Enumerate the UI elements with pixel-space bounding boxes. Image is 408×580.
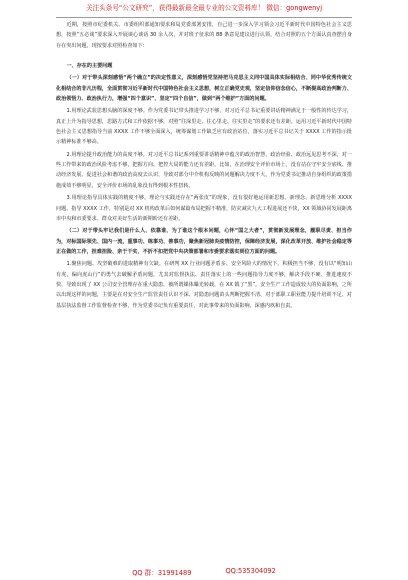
subsection-heading-2: （二）对于带头牢记我们是什么人、依靠谁、为了谁这个根本问题，心怀“国之大者”，贯彻新发展理念，履职尽责、担当作为，对标国际领先、国内一流，重事功、练事功、善事功，聚焦新冠肺炎疫情防控，保障经济发展，深化改革开放、维护社会稳定等正在做的工作，担难担险、亲于干实，不折不扣把党中央决策部署和市委要求落实到位方面的问题。 — [56, 228, 352, 255]
promo-banner: 关注头条号“公文研究”，获得最新最全最专业的公文资料库！ 微信：gongwenyj — [85, 4, 323, 12]
subsection-heading-1: （一）对于带头深刻感悟“两个确立”的决定性意义，深刻感悟党坚持把马克思主义同中国具体实际相结合、同中华优秀传统文化相结合的非凡历程，全面贯彻习近平新时代中国特色社会主义思想，树立正确党史观，坚定信仰信念信心，不断提高政治判断力、政治领悟力、政治执行力，增强“四个意识”、坚定“四个自信”，做到“两个维护”方面的问题。 — [56, 75, 352, 103]
paragraph-1: 1.用理论武装思想头脑的深度不够。作为党委书记带头推进学习不够，对习近平总书记重要讲话精神满足于一般性的传达学习，真正上升为指导思想，思路方式和工作依据不够，对照“往深里走、往心里走、往实里走”的要求还有差距。运用习近平新时代中国特色社会主义思想指导当前 XXXX 工作不够全面深入，统筹谋划工作缺乏应有政治站位，落实习近平总书记关于 XXXX 工作的指示批示精神标准不够高。 — [56, 108, 352, 146]
document-body — [56, 20, 352, 311]
intro-paragraph: 近期，按照市纪委机关、市委组织部通知要求和局党委部署安排，自己进一步深入学习领会习近平新时代中国特色社会主义思想，按照“五必谈”要求深入开展谈心谈话 30 余人次，并对班子征求的 88 条意见建议进行认领，结合对照的五个方面认真查摆自身存在突出问题，现按要求对照检查如下： — [56, 22, 352, 49]
header-divider — [56, 17, 352, 18]
qq-number-text: QQ:535304092 — [225, 567, 276, 575]
paragraph-4: 1.聚焦问题、攻坚破难的进取精神有欠缺。在研判 XX 行业问题矛盾多、安全风险大的情况下，积极担当不够，没有以“明知山有虎，偏向虎山行”的勇气去破解矛盾问题，尤其对监督执法、责任落实上的一些问题指导力度不够，解决手段不硬、推进速度不快，导致出现了 XX 公司安全管理存在重大隐患，被所谓媒体曝光转载，在 XX 镇了“黑”。安全生产工作造成较大的负面影响，之所以出现这样的问题，主要是在对安全生产监管责任认识不深、对隐患问题苗头判断把握不清、对于部职工职业能力提升培训不足、对基层执法监督工作监督检查不够，作为党委书记负有重要责任，对此事带来的负面影响，深感内疚和自责。 — [56, 261, 352, 309]
qq-group-text: QQ 群：31991489 — [132, 569, 192, 577]
section-heading: 一、存在的主要问题 — [66, 63, 113, 70]
paragraph-2: 2.用理论提升政治能力的高度不够。对习近平总书记系列重要讲话精神中蕴含的政治智慧、政治经验、政治远见思考不深，对一些工作带来的政治风险考虑不够，把握方向、把控大局的能力还有差距。比如，在治理安全评价市场上，没有站在守牢安全底线、推动经济发展、促进社会和谐的政治高度去认识，导致对部分中介机构反映的问题解决力度不大，作为党委书记推动自身组织的政策措施成效不够明显，安全评价市场的乱象没有得到根本性扭转。 — [56, 151, 352, 189]
contact-footer — [0, 567, 408, 577]
paragraph-3: 3.用理论指导具体实践的精度不够。理论与实践还存在“两张皮”的现象，没有很好地运用新思想、新理念、新思维分析 XXXX 问题、指导 XXXX 工作，特别是对 XX 机构改革后如何谋篇布局把握不精准，防灾减灾九大工程进展还不快，XX 领域协同发展距离市中央和市委要求、群众对美好生活的新期盼还有差距。 — [56, 195, 352, 222]
